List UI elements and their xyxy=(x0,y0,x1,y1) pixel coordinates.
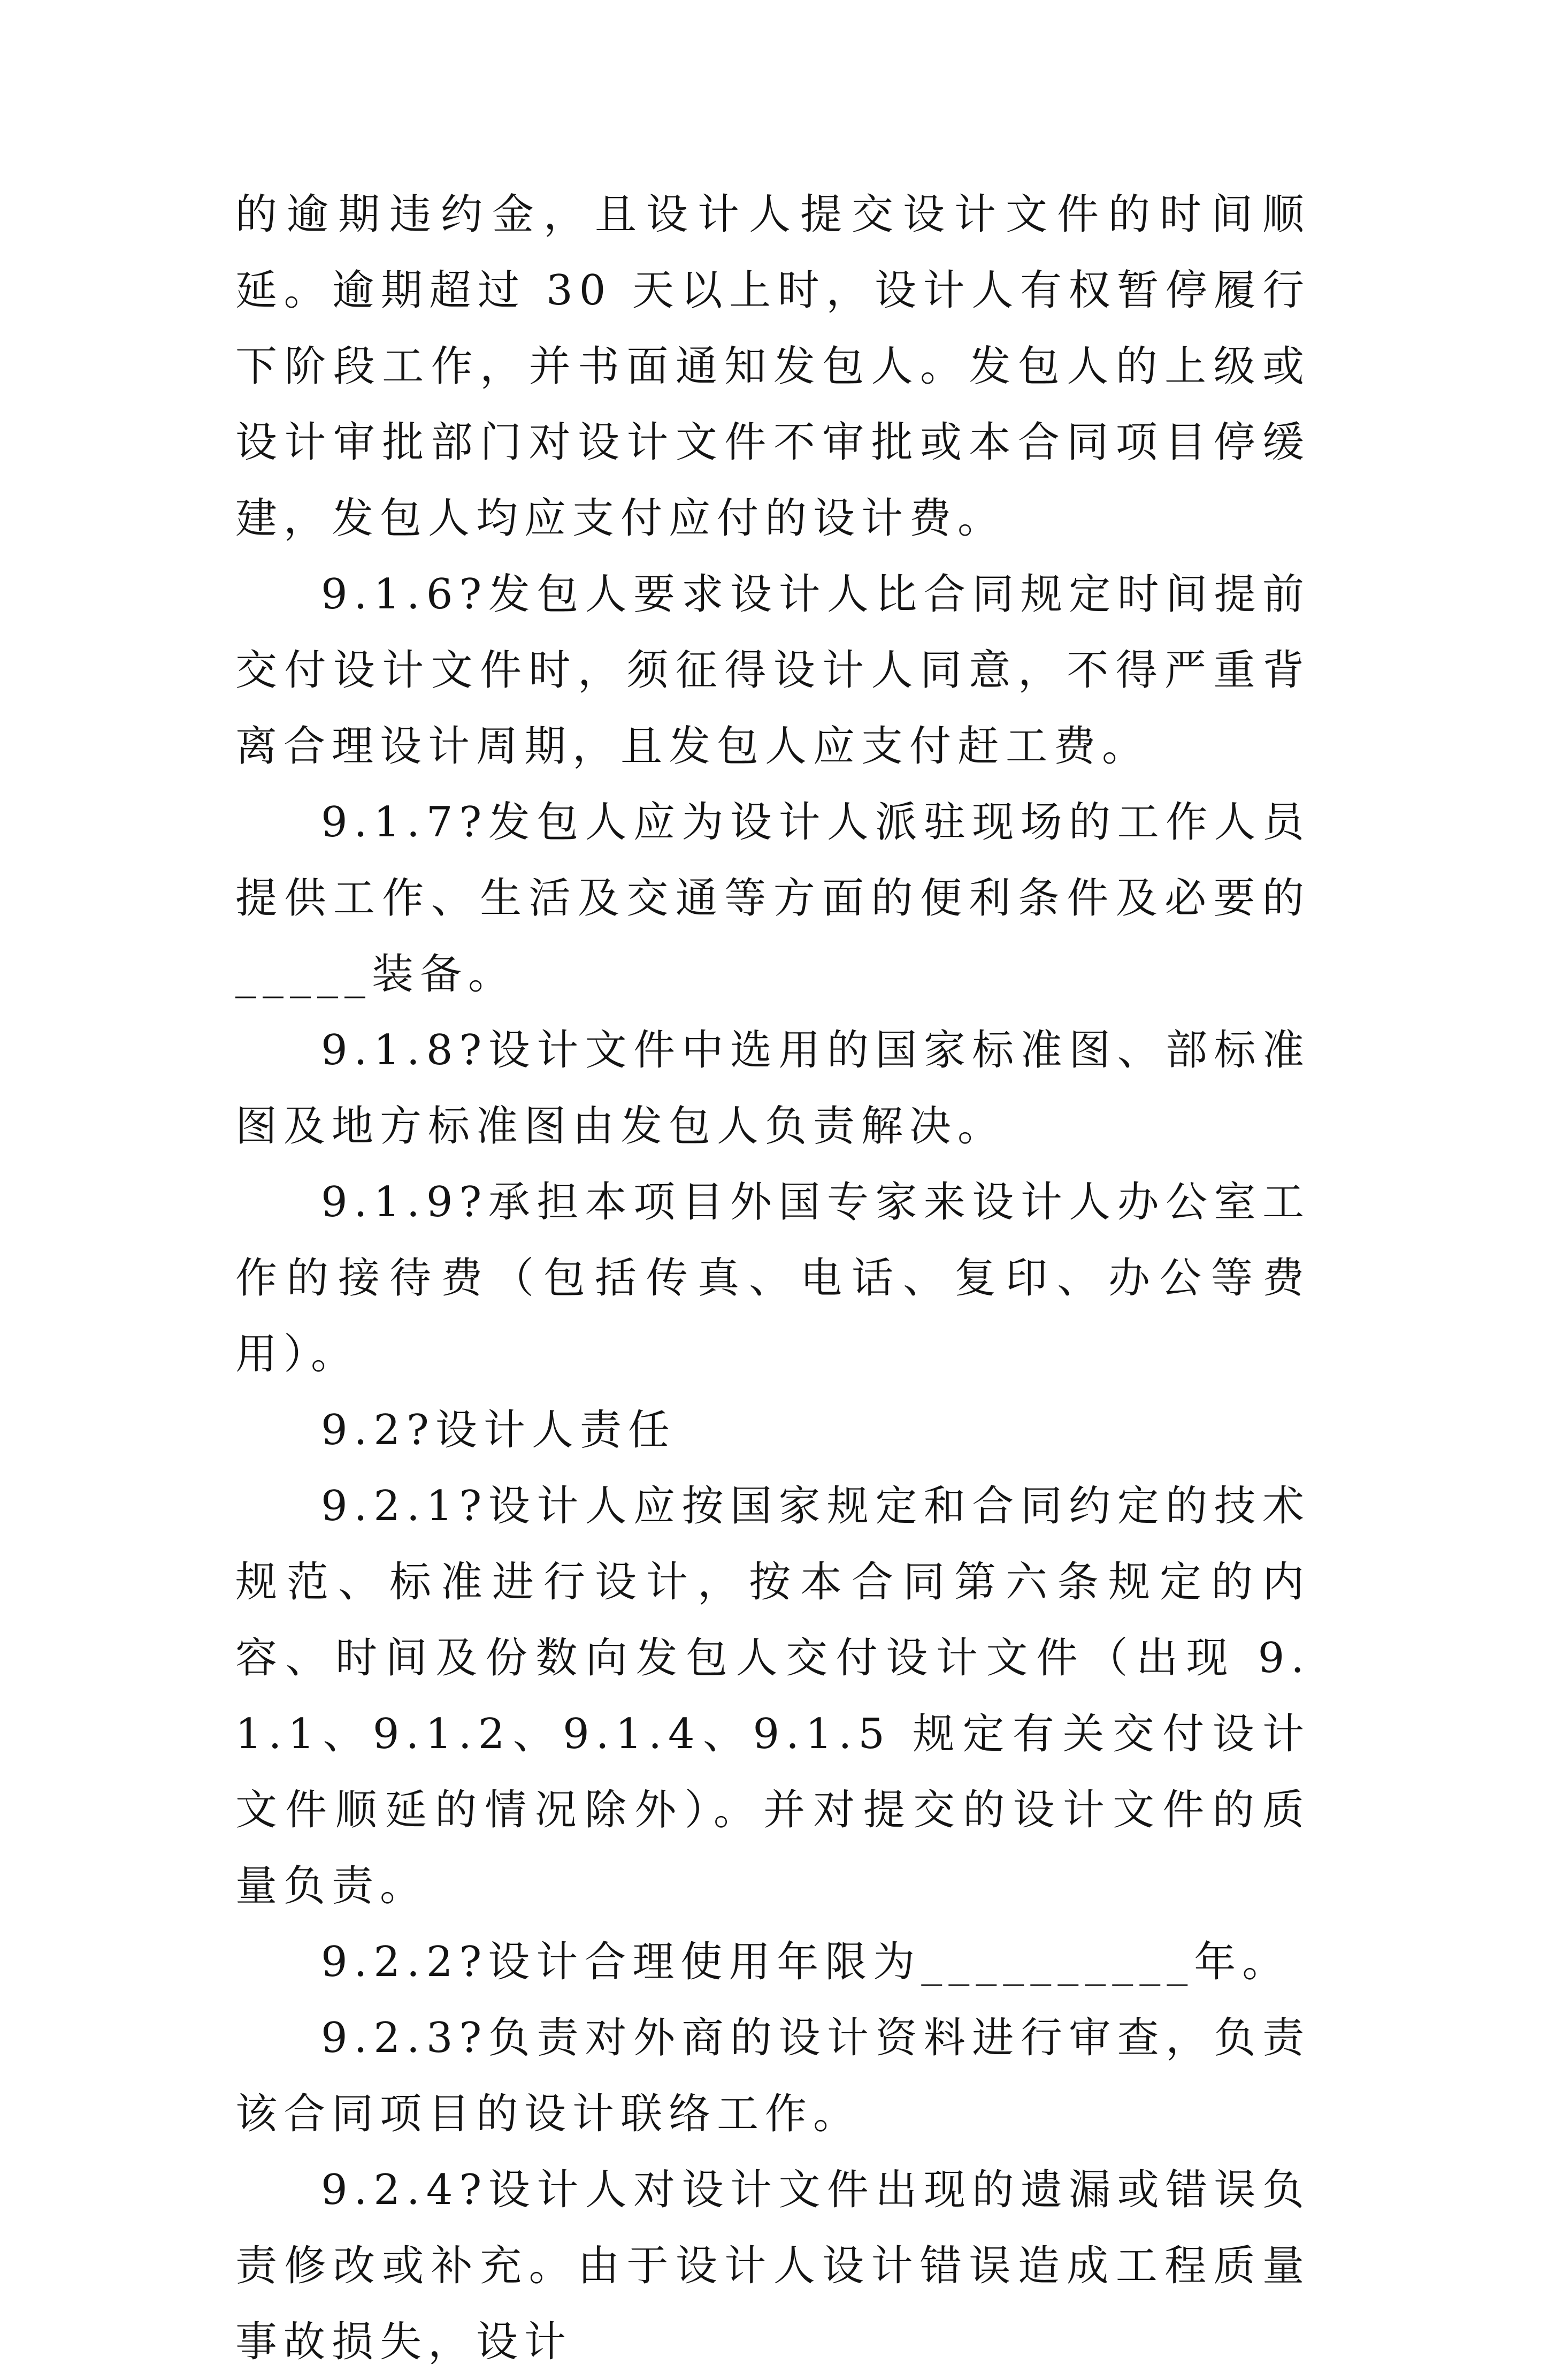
section-heading-9-2: 9.2?设计人责任 xyxy=(321,1406,676,1454)
clause-9-2-2: 9.2.2?设计合理使用年限为__________年。 xyxy=(321,1938,1291,1986)
clause-9-2-3: 9.2.3?负责对外商的设计资料进行审查，负责该合同项目的设计联络工作。 xyxy=(235,2014,1311,2138)
clause-9-2-4: 9.2.4?设计人对设计文件出现的遗漏或错误负责修改或补充。由于设计人设计错误造成工程质量事故损失，设计 xyxy=(235,2166,1311,2366)
paragraph-continuation: 的逾期违约金，且设计人提交设计文件的时间顺延。逾期超过 30 天以上时，设计人有权暂停履行下阶段工作，并书面通知发包人。发包人的上级或设计审批部门对设计文件不审批或本合同项目停缓建，发包人均应支付应付的设计费。 xyxy=(235,190,1311,543)
clause-9-1-8: 9.1.8?设计文件中选用的国家标准图、部标准图及地方标准图由发包人负责解决。 xyxy=(235,1026,1311,1150)
document-body xyxy=(235,177,1311,2380)
clause-9-2-1: 9.2.1?设计人应按国家规定和合同约定的技术规范、标准进行设计，按本合同第六条规定的内容、时间及份数向发包人交付设计文件（出现 9.1.1、9.1.2、9.1.4、9.1.5 规定有关交付设计文件顺延的情况除外）。并对提交的设计文件的质量负责。 xyxy=(235,1482,1311,1910)
clause-9-1-7: 9.1.7?发包人应为设计人派驻现场的工作人员提供工作、生活及交通等方面的便利条件及必要的_____装备。 xyxy=(235,798,1311,998)
clause-9-1-9: 9.1.9?承担本项目外国专家来设计人办公室工作的接待费（包括传真、电话、复印、办公等费用）。 xyxy=(235,1178,1311,1378)
clause-9-1-6: 9.1.6?发包人要求设计人比合同规定时间提前交付设计文件时，须征得设计人同意，不得严重背离合理设计周期，且发包人应支付赶工费。 xyxy=(235,570,1311,771)
